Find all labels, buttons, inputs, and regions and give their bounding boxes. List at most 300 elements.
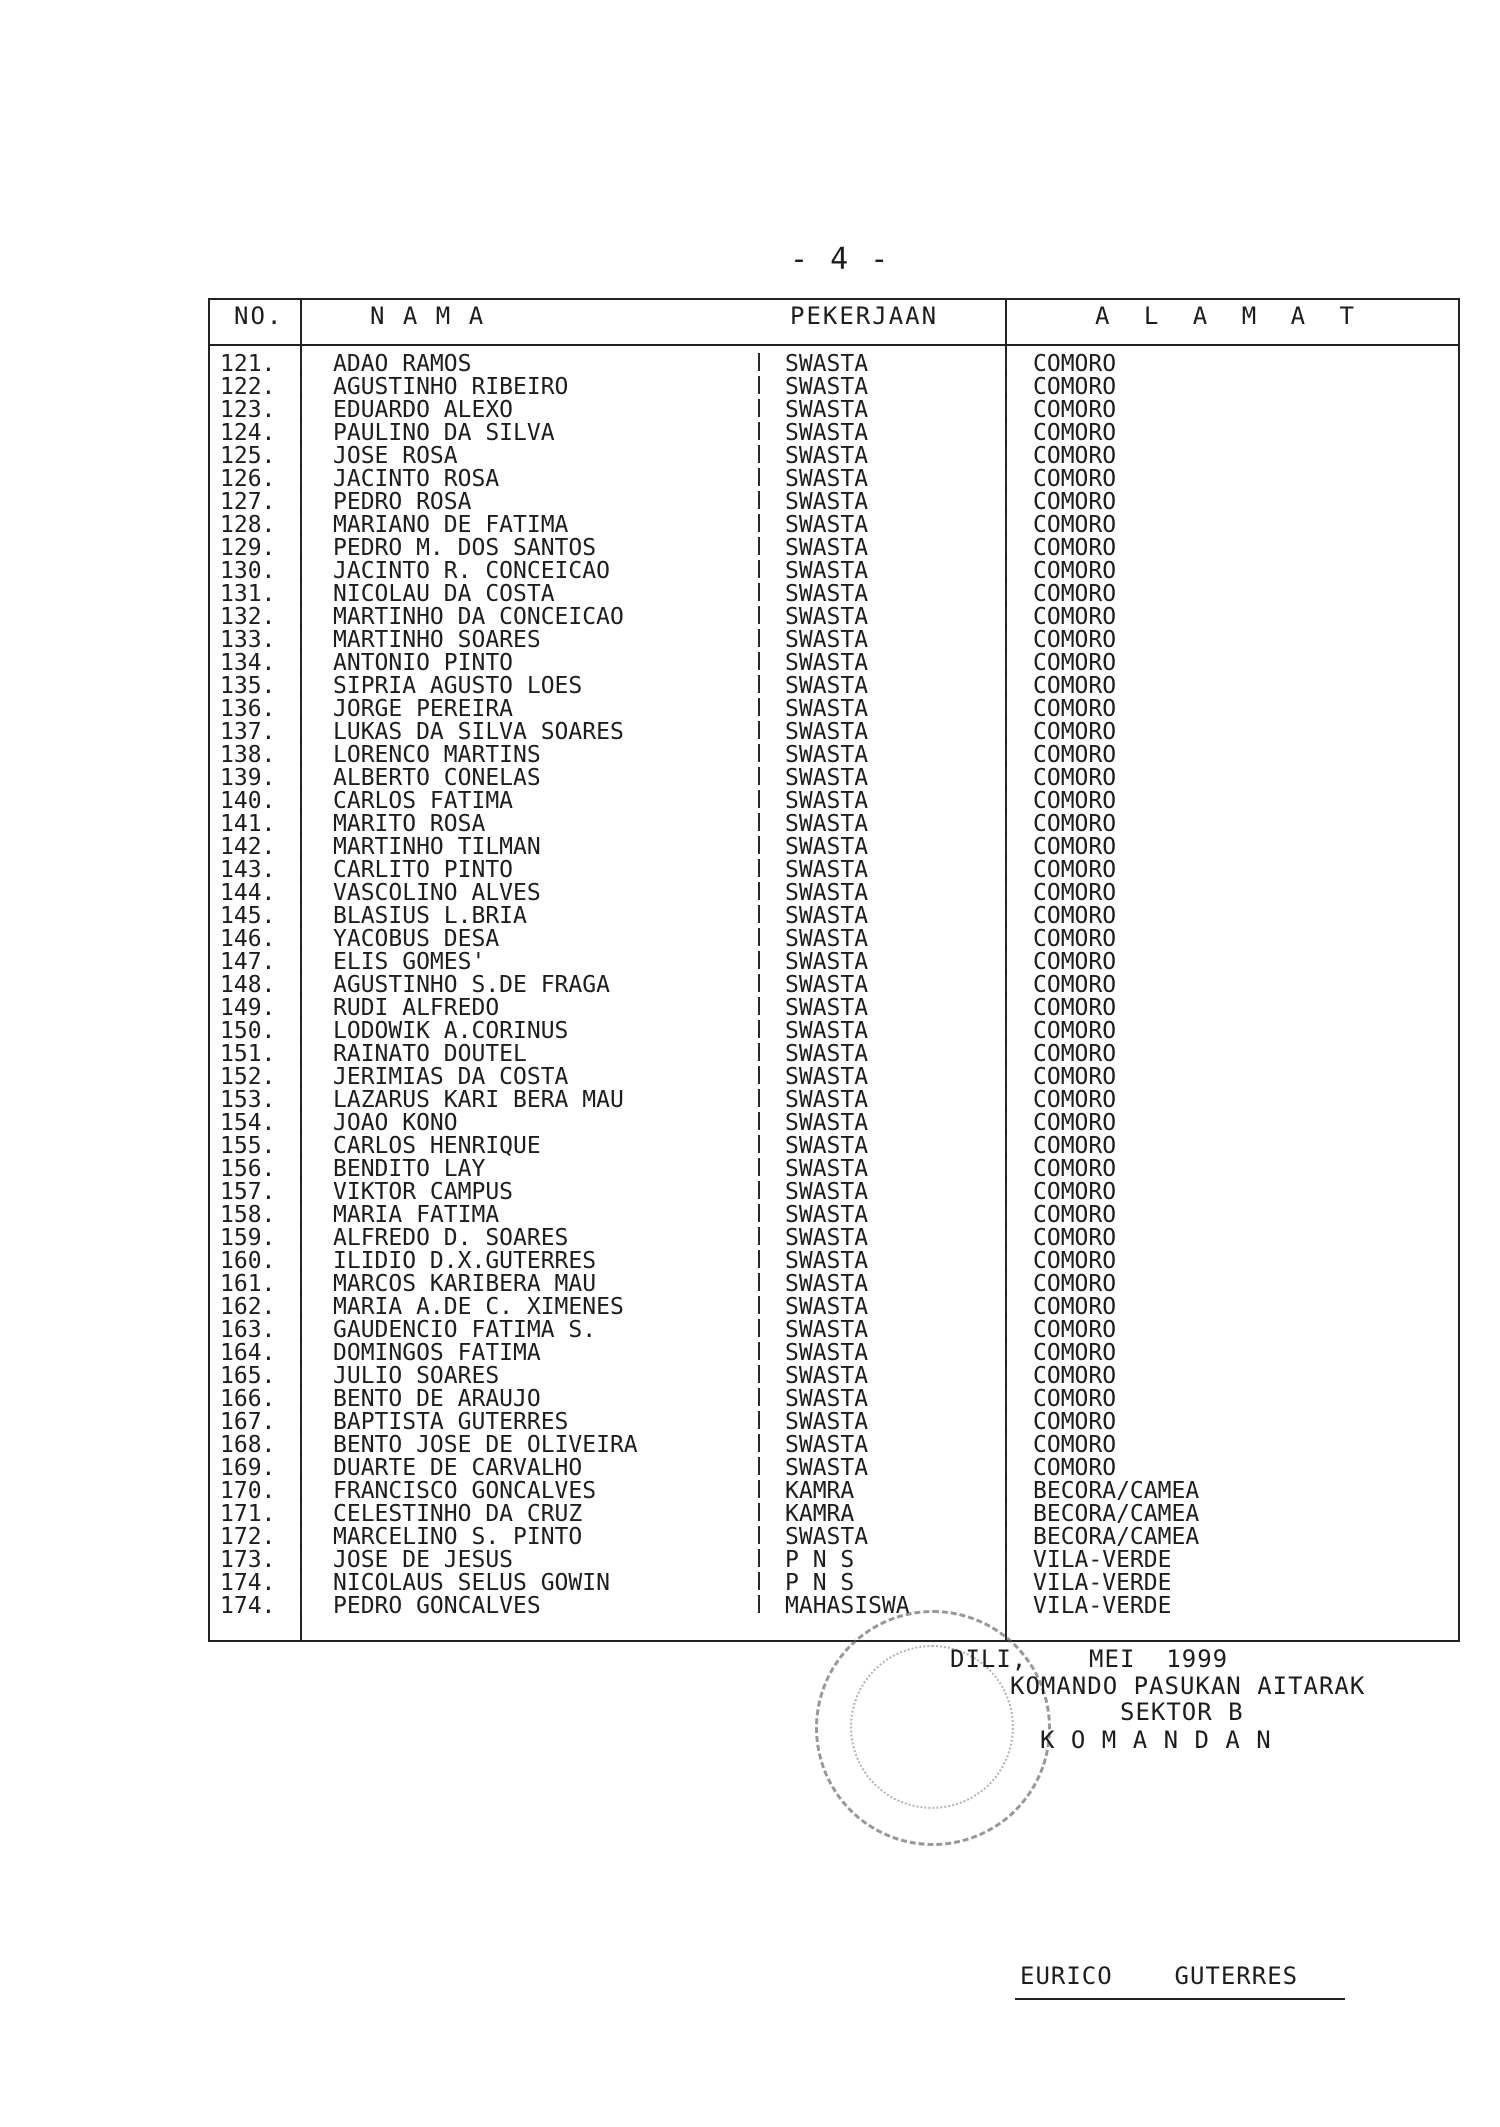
row-occupation: SWASTA: [785, 995, 869, 1021]
cell-separator: [300, 974, 302, 992]
cell-separator: [1005, 1158, 1007, 1176]
table-row: [208, 1020, 1460, 1043]
cell-separator: [758, 652, 760, 670]
cell-separator: [300, 1089, 302, 1107]
table-row: [208, 698, 1460, 721]
row-address: COMORO: [1033, 857, 1117, 883]
row-number: 149.: [220, 995, 276, 1021]
table-row: [208, 928, 1460, 951]
table-row: [208, 1503, 1460, 1526]
cell-separator: [1005, 652, 1007, 670]
cell-separator: [758, 376, 760, 394]
row-address: COMORO: [1033, 1409, 1117, 1435]
cell-separator: [300, 1411, 302, 1429]
row-occupation: SWASTA: [785, 535, 869, 561]
row-number: 150.: [220, 1018, 276, 1044]
row-address: COMORO: [1033, 1294, 1117, 1320]
row-name: PEDRO M. DOS SANTOS: [333, 535, 597, 561]
cell-separator: [758, 1365, 760, 1383]
cell-separator: [758, 1204, 760, 1222]
row-address: COMORO: [1033, 1340, 1117, 1366]
row-number: 129.: [220, 535, 276, 561]
cell-separator: [1005, 583, 1007, 601]
row-occupation: SWASTA: [785, 1133, 869, 1159]
row-occupation: SWASTA: [785, 1317, 869, 1343]
row-address: COMORO: [1033, 581, 1117, 607]
row-occupation: SWASTA: [785, 1363, 869, 1389]
row-address: COMORO: [1033, 535, 1117, 561]
signature-place-date: DILI, MEI 1999: [950, 1645, 1229, 1673]
cell-separator: [1005, 698, 1007, 716]
row-address: COMORO: [1033, 719, 1117, 745]
table-row: [208, 836, 1460, 859]
row-occupation: SWASTA: [785, 489, 869, 515]
cell-separator: [300, 744, 302, 762]
row-occupation: SWASTA: [785, 581, 869, 607]
cell-separator: [758, 836, 760, 854]
cell-separator: [758, 813, 760, 831]
row-name: BLASIUS L.BRIA: [333, 903, 527, 929]
cell-separator: [758, 583, 760, 601]
row-name: JOSE ROSA: [333, 443, 458, 469]
cell-separator: [300, 1020, 302, 1038]
row-address: COMORO: [1033, 1202, 1117, 1228]
cell-separator: [1005, 744, 1007, 762]
row-address: COMORO: [1033, 558, 1117, 584]
cell-separator: [1005, 468, 1007, 486]
cell-separator: [1005, 491, 1007, 509]
row-name: CARLOS HENRIQUE: [333, 1133, 541, 1159]
table-row: [208, 1595, 1460, 1618]
row-name: DUARTE DE CARVALHO: [333, 1455, 583, 1481]
cell-separator: [758, 1250, 760, 1268]
cell-separator: [300, 882, 302, 900]
cell-separator: [758, 744, 760, 762]
cell-separator: [300, 721, 302, 739]
table-row: [208, 1411, 1460, 1434]
row-name: PAULINO DA SILVA: [333, 420, 555, 446]
cell-separator: [300, 997, 302, 1015]
cell-separator: [300, 399, 302, 417]
row-name: LODOWIK A.CORINUS: [333, 1018, 569, 1044]
row-occupation: SWASTA: [785, 1041, 869, 1067]
row-name: BENTO JOSE DE OLIVEIRA: [333, 1432, 638, 1458]
row-number: 169.: [220, 1455, 276, 1481]
cell-separator: [758, 1342, 760, 1360]
row-address: COMORO: [1033, 374, 1117, 400]
row-address: VILA-VERDE: [1033, 1547, 1172, 1573]
table-row: [208, 468, 1460, 491]
row-number: 134.: [220, 650, 276, 676]
row-number: 156.: [220, 1156, 276, 1182]
row-number: 123.: [220, 397, 276, 423]
table-row: [208, 1181, 1460, 1204]
cell-separator: [1005, 1388, 1007, 1406]
cell-separator: [1005, 1181, 1007, 1199]
cell-separator: [758, 1480, 760, 1498]
row-number: 131.: [220, 581, 276, 607]
table-row: [208, 1319, 1460, 1342]
cell-separator: [758, 1089, 760, 1107]
row-name: CARLOS FATIMA: [333, 788, 514, 814]
cell-separator: [300, 1480, 302, 1498]
cell-separator: [300, 675, 302, 693]
row-occupation: SWASTA: [785, 1202, 869, 1228]
row-name: MARTINHO DA CONCEICAO: [333, 604, 624, 630]
signature-underline: [1015, 1998, 1345, 2000]
row-address: COMORO: [1033, 1225, 1117, 1251]
row-number: 143.: [220, 857, 276, 883]
signature-sector: SEKTOR B: [1120, 1698, 1244, 1726]
cell-separator: [300, 1549, 302, 1567]
cell-separator: [1005, 721, 1007, 739]
row-name: MARCELINO S. PINTO: [333, 1524, 583, 1550]
cell-separator: [1005, 537, 1007, 555]
cell-separator: [300, 606, 302, 624]
row-address: COMORO: [1033, 1133, 1117, 1159]
table-row: [208, 1089, 1460, 1112]
cell-separator: [758, 1158, 760, 1176]
cell-separator: [758, 767, 760, 785]
row-address: COMORO: [1033, 512, 1117, 538]
row-number: 167.: [220, 1409, 276, 1435]
cell-separator: [1005, 1526, 1007, 1544]
cell-separator: [300, 1273, 302, 1291]
cell-separator: [1005, 882, 1007, 900]
table-row: [208, 997, 1460, 1020]
row-number: 172.: [220, 1524, 276, 1550]
row-occupation: SWASTA: [785, 765, 869, 791]
table-row: [208, 767, 1460, 790]
cell-separator: [758, 1135, 760, 1153]
table-row: [208, 1526, 1460, 1549]
cell-separator: [300, 629, 302, 647]
row-occupation: P N S: [785, 1547, 855, 1573]
cell-separator: [300, 1503, 302, 1521]
row-address: COMORO: [1033, 1386, 1117, 1412]
cell-separator: [758, 997, 760, 1015]
table-row: [208, 1227, 1460, 1250]
row-number: 130.: [220, 558, 276, 584]
row-number: 141.: [220, 811, 276, 837]
row-occupation: SWASTA: [785, 374, 869, 400]
cell-separator: [300, 1526, 302, 1544]
cell-separator: [758, 882, 760, 900]
cell-separator: [1005, 1480, 1007, 1498]
row-address: VILA-VERDE: [1033, 1570, 1172, 1596]
row-address: COMORO: [1033, 926, 1117, 952]
row-occupation: SWASTA: [785, 627, 869, 653]
row-name: ELIS GOMES': [333, 949, 486, 975]
cell-separator: [1005, 790, 1007, 808]
row-occupation: KAMRA: [785, 1501, 855, 1527]
cell-separator: [758, 698, 760, 716]
row-number: 125.: [220, 443, 276, 469]
cell-separator: [300, 514, 302, 532]
row-name: ILIDIO D.X.GUTERRES: [333, 1248, 597, 1274]
cell-separator: [1005, 445, 1007, 463]
row-number: 122.: [220, 374, 276, 400]
table-row: [208, 376, 1460, 399]
row-name: MARCOS KARIBERA MAU: [333, 1271, 597, 1297]
cell-separator: [758, 1549, 760, 1567]
row-occupation: SWASTA: [785, 512, 869, 538]
cell-separator: [1005, 1135, 1007, 1153]
cell-separator: [758, 974, 760, 992]
row-number: 124.: [220, 420, 276, 446]
cell-separator: [1005, 629, 1007, 647]
table-row: [208, 1549, 1460, 1572]
row-occupation: SWASTA: [785, 1524, 869, 1550]
cell-separator: [758, 399, 760, 417]
row-address: COMORO: [1033, 489, 1117, 515]
cell-separator: [758, 422, 760, 440]
cell-separator: [300, 1181, 302, 1199]
cell-separator: [1005, 1296, 1007, 1314]
cell-separator: [758, 353, 760, 371]
cell-separator: [300, 767, 302, 785]
cell-separator: [758, 537, 760, 555]
cell-separator: [300, 537, 302, 555]
page-number: - 4 -: [790, 242, 891, 277]
row-number: 163.: [220, 1317, 276, 1343]
row-number: 155.: [220, 1133, 276, 1159]
cell-separator: [758, 905, 760, 923]
row-name: JOAO KONO: [333, 1110, 458, 1136]
cell-separator: [300, 1457, 302, 1475]
cell-separator: [300, 1595, 302, 1613]
row-name: AGUSTINHO S.DE FRAGA: [333, 972, 610, 998]
table-row: [208, 859, 1460, 882]
cell-separator: [758, 928, 760, 946]
cell-separator: [300, 1250, 302, 1268]
table-row: [208, 629, 1460, 652]
row-address: COMORO: [1033, 1248, 1117, 1274]
row-name: ALBERTO CONELAS: [333, 765, 541, 791]
row-occupation: SWASTA: [785, 1340, 869, 1366]
row-address: COMORO: [1033, 420, 1117, 446]
row-address: COMORO: [1033, 650, 1117, 676]
cell-separator: [758, 1043, 760, 1061]
table-row: [208, 882, 1460, 905]
row-name: MARITO ROSA: [333, 811, 486, 837]
row-number: 133.: [220, 627, 276, 653]
row-name: VIKTOR CAMPUS: [333, 1179, 514, 1205]
cell-separator: [758, 1066, 760, 1084]
row-address: COMORO: [1033, 1455, 1117, 1481]
cell-separator: [1005, 1250, 1007, 1268]
row-number: 151.: [220, 1041, 276, 1067]
cell-separator: [1005, 353, 1007, 371]
cell-separator: [758, 1503, 760, 1521]
cell-separator: [300, 1434, 302, 1452]
cell-separator: [300, 1135, 302, 1153]
row-occupation: SWASTA: [785, 673, 869, 699]
table-body: [208, 353, 1460, 1618]
row-name: MARTINHO TILMAN: [333, 834, 541, 860]
column-header-job: PEKERJAAN: [790, 302, 939, 330]
row-name: ANTONIO PINTO: [333, 650, 514, 676]
row-address: COMORO: [1033, 1271, 1117, 1297]
row-address: COMORO: [1033, 443, 1117, 469]
cell-separator: [300, 1227, 302, 1245]
table-row: [208, 721, 1460, 744]
row-name: BENTO DE ARAUJO: [333, 1386, 541, 1412]
row-name: RAINATO DOUTEL: [333, 1041, 527, 1067]
cell-separator: [300, 583, 302, 601]
cell-separator: [1005, 1434, 1007, 1452]
table-row: [208, 583, 1460, 606]
table-row: [208, 951, 1460, 974]
row-number: 174.: [220, 1570, 276, 1596]
cell-separator: [300, 698, 302, 716]
row-address: COMORO: [1033, 995, 1117, 1021]
row-number: 162.: [220, 1294, 276, 1320]
row-number: 148.: [220, 972, 276, 998]
cell-separator: [300, 1388, 302, 1406]
row-address: COMORO: [1033, 397, 1117, 423]
cell-separator: [758, 445, 760, 463]
row-address: BECORA/CAMEA: [1033, 1524, 1200, 1550]
row-name: NICOLAUS SELUS GOWIN: [333, 1570, 610, 1596]
row-occupation: KAMRA: [785, 1478, 855, 1504]
row-occupation: SWASTA: [785, 719, 869, 745]
row-number: 161.: [220, 1271, 276, 1297]
row-occupation: SWASTA: [785, 880, 869, 906]
row-number: 127.: [220, 489, 276, 515]
row-name: SIPRIA AGUSTO LOES: [333, 673, 583, 699]
row-occupation: SWASTA: [785, 351, 869, 377]
table-row: [208, 1434, 1460, 1457]
cell-separator: [1005, 1365, 1007, 1383]
cell-separator: [300, 790, 302, 808]
row-number: 147.: [220, 949, 276, 975]
table-row: [208, 537, 1460, 560]
cell-separator: [1005, 376, 1007, 394]
cell-separator: [1005, 399, 1007, 417]
cell-separator: [1005, 1503, 1007, 1521]
cell-separator: [300, 353, 302, 371]
row-name: JERIMIAS DA COSTA: [333, 1064, 569, 1090]
row-name: EDUARDO ALEXO: [333, 397, 514, 423]
row-occupation: P N S: [785, 1570, 855, 1596]
row-name: CARLITO PINTO: [333, 857, 514, 883]
row-name: PEDRO ROSA: [333, 489, 472, 515]
row-address: COMORO: [1033, 1363, 1117, 1389]
row-address: COMORO: [1033, 466, 1117, 492]
table-row: [208, 560, 1460, 583]
column-header-address: A L A M A T: [1095, 302, 1364, 330]
row-address: COMORO: [1033, 1156, 1117, 1182]
table-row: [208, 1342, 1460, 1365]
table-row: [208, 491, 1460, 514]
row-name: BAPTISTA GUTERRES: [333, 1409, 569, 1435]
cell-separator: [1005, 1595, 1007, 1613]
cell-separator: [1005, 1319, 1007, 1337]
cell-separator: [758, 1457, 760, 1475]
row-name: JOSE DE JESUS: [333, 1547, 514, 1573]
row-occupation: SWASTA: [785, 604, 869, 630]
row-address: COMORO: [1033, 811, 1117, 837]
cell-separator: [300, 1043, 302, 1061]
row-number: 165.: [220, 1363, 276, 1389]
row-address: COMORO: [1033, 1018, 1117, 1044]
row-address: COMORO: [1033, 1179, 1117, 1205]
row-address: COMORO: [1033, 1041, 1117, 1067]
table-row: [208, 422, 1460, 445]
row-name: LUKAS DA SILVA SOARES: [333, 719, 624, 745]
table-row: [208, 652, 1460, 675]
row-address: COMORO: [1033, 949, 1117, 975]
row-address: COMORO: [1033, 972, 1117, 998]
row-name: YACOBUS DESA: [333, 926, 500, 952]
cell-separator: [1005, 1227, 1007, 1245]
table-row: [208, 1066, 1460, 1089]
row-number: 174.: [220, 1593, 276, 1619]
cell-separator: [300, 445, 302, 463]
cell-separator: [1005, 997, 1007, 1015]
cell-separator: [1005, 560, 1007, 578]
table-row: [208, 974, 1460, 997]
row-number: 137.: [220, 719, 276, 745]
row-occupation: MAHASISWA: [785, 1593, 910, 1619]
cell-separator: [300, 422, 302, 440]
row-number: 136.: [220, 696, 276, 722]
row-name: CELESTINHO DA CRUZ: [333, 1501, 583, 1527]
cell-separator: [758, 1526, 760, 1544]
row-occupation: SWASTA: [785, 558, 869, 584]
cell-separator: [758, 1181, 760, 1199]
row-occupation: SWASTA: [785, 443, 869, 469]
table-row: [208, 1457, 1460, 1480]
row-number: 170.: [220, 1478, 276, 1504]
cell-separator: [758, 721, 760, 739]
row-occupation: SWASTA: [785, 903, 869, 929]
row-name: PEDRO GONCALVES: [333, 1593, 541, 1619]
row-number: 121.: [220, 351, 276, 377]
row-number: 157.: [220, 1179, 276, 1205]
column-header-name: N A M A: [370, 302, 486, 330]
cell-separator: [1005, 1204, 1007, 1222]
cell-separator: [758, 606, 760, 624]
row-address: COMORO: [1033, 765, 1117, 791]
table-row: [208, 1135, 1460, 1158]
row-address: COMORO: [1033, 742, 1117, 768]
row-name: DOMINGOS FATIMA: [333, 1340, 541, 1366]
row-occupation: SWASTA: [785, 926, 869, 952]
row-occupation: SWASTA: [785, 696, 869, 722]
row-name: MARIA FATIMA: [333, 1202, 500, 1228]
cell-separator: [1005, 1572, 1007, 1590]
row-name: LORENCO MARTINS: [333, 742, 541, 768]
cell-separator: [1005, 1112, 1007, 1130]
cell-separator: [1005, 1342, 1007, 1360]
table-row: [208, 744, 1460, 767]
row-address: BECORA/CAMEA: [1033, 1501, 1200, 1527]
row-address: BECORA/CAMEA: [1033, 1478, 1200, 1504]
header-divider: [208, 344, 1460, 346]
row-occupation: SWASTA: [785, 1179, 869, 1205]
cell-separator: [300, 1066, 302, 1084]
row-occupation: SWASTA: [785, 742, 869, 768]
row-occupation: SWASTA: [785, 1110, 869, 1136]
row-address: COMORO: [1033, 1064, 1117, 1090]
table-row: [208, 1250, 1460, 1273]
table-row: [208, 1043, 1460, 1066]
row-name: FRANCISCO GONCALVES: [333, 1478, 597, 1504]
row-number: 158.: [220, 1202, 276, 1228]
cell-separator: [300, 560, 302, 578]
